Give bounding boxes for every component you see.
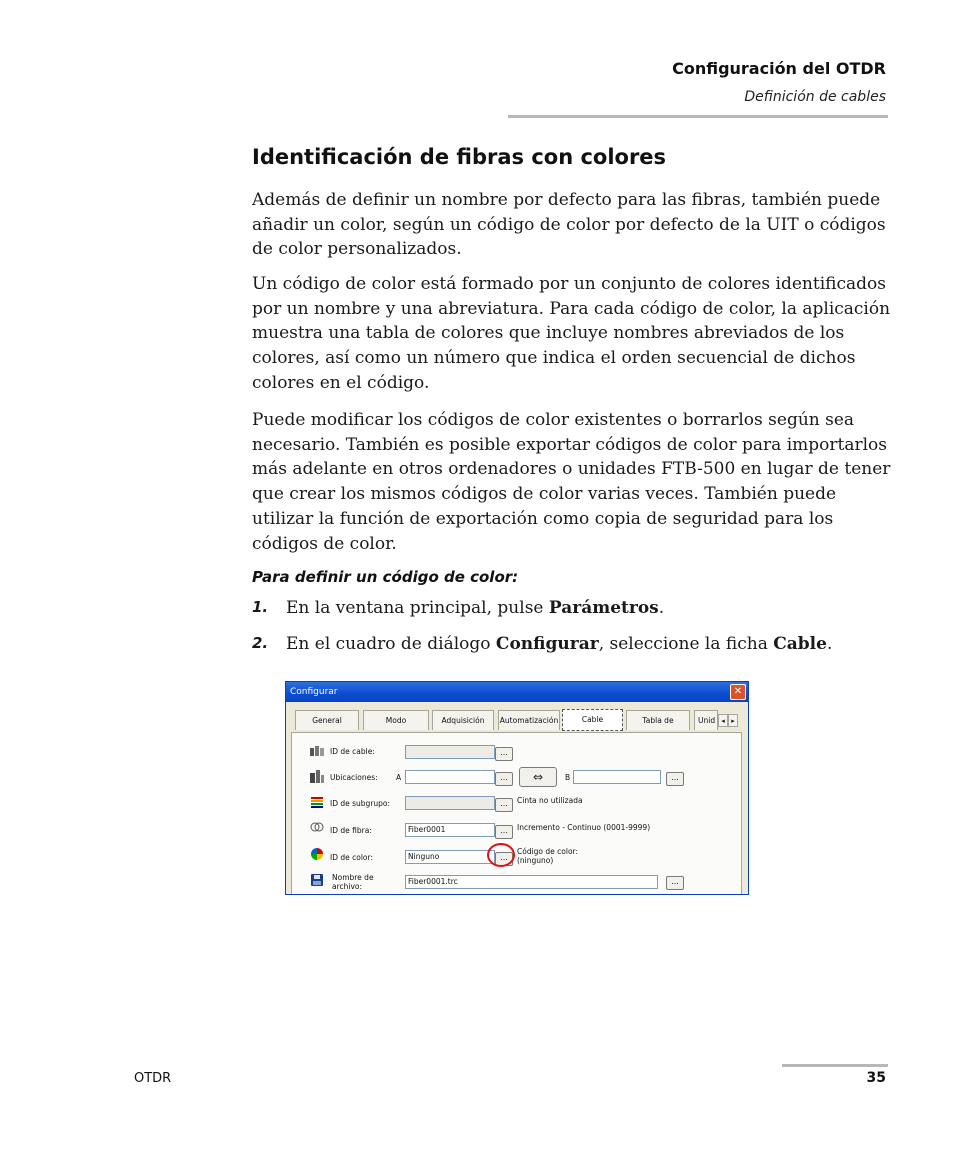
- color-wheel-icon: [309, 848, 325, 862]
- color-id-label: ID de color:: [330, 853, 373, 862]
- file-name-label-line1: Nombre de: [332, 873, 374, 882]
- tab-cable[interactable]: Cable: [562, 709, 623, 731]
- step-text: En la ventana principal, pulse Parámetros.: [286, 598, 665, 618]
- running-header-chapter: Configuración del OTDR: [672, 59, 886, 78]
- location-b-input[interactable]: [573, 770, 661, 784]
- cable-icon: [309, 745, 325, 759]
- subgroup-id-input[interactable]: [405, 796, 495, 810]
- step-number: 2.: [252, 634, 269, 652]
- location-a-browse-button[interactable]: ...: [495, 772, 513, 786]
- section-heading: Identificación de fibras con colores: [252, 145, 667, 169]
- configurar-dialog: [285, 681, 749, 895]
- tab-strip: [295, 710, 740, 732]
- color-id-input[interactable]: Ninguno: [405, 850, 495, 864]
- fiber-id-label: ID de fibra:: [330, 826, 372, 835]
- location-b-browse-button[interactable]: ...: [666, 772, 684, 786]
- tab-scroll-right-icon[interactable]: ▸: [728, 714, 738, 727]
- cable-panel: [291, 732, 742, 895]
- subgroup-id-browse-button[interactable]: ...: [495, 798, 513, 812]
- swap-locations-button[interactable]: [519, 767, 557, 787]
- paragraph-3: Puede modificar los códigos de color existentes o borrarlos según sea necesario. También es posible exportar códigos de color para importarlos más adelante en otros ordenadores o unidades FTB-500 en lugar de tener que crear los mismos códigos de color varias veces. También puede utilizar la función de exportación como copia de seguridad para los códigos de color.: [252, 410, 891, 554]
- cable-id-input[interactable]: [405, 745, 495, 759]
- footer-rule: [782, 1064, 888, 1067]
- save-disk-icon: [309, 874, 325, 888]
- page-number: 35: [866, 1070, 886, 1086]
- swap-arrows-icon: ⇔: [532, 770, 544, 784]
- location-a-label: A: [396, 773, 402, 782]
- dialog-title: Configurar: [290, 687, 338, 697]
- highlight-circle: [487, 843, 515, 867]
- buildings-icon: [309, 769, 325, 783]
- step-text: En el cuadro de diálogo Configurar, seleccione la ficha Cable.: [286, 634, 833, 654]
- running-header-section: Definición de cables: [744, 89, 886, 105]
- procedure-title: Para definir un código de color:: [252, 568, 519, 586]
- tab-modo[interactable]: Modo: [363, 710, 429, 730]
- fiber-id-input[interactable]: Fiber0001: [405, 823, 495, 837]
- tab-adquisicion[interactable]: Adquisición: [432, 710, 494, 730]
- locations-label: Ubicaciones:: [330, 773, 378, 782]
- color-code-value: (ninguno): [517, 856, 554, 865]
- tab-scroll-left-icon[interactable]: ◂: [718, 714, 728, 727]
- tab-unidades[interactable]: Unid: [694, 710, 718, 730]
- close-icon[interactable]: ✕: [730, 684, 746, 700]
- file-name-input[interactable]: Fiber0001.trc: [405, 875, 658, 889]
- subgroup-note: Cinta no utilizada: [517, 796, 583, 805]
- tab-tabla-de-eventos[interactable]: Tabla de: [626, 710, 690, 730]
- header-rule: [508, 115, 888, 118]
- file-name-browse-button[interactable]: ...: [666, 876, 684, 890]
- paragraph-1: Además de definir un nombre por defecto para las fibras, también puede añadir un color, según un código de color por defecto de la UIT o códigos de color personalizados.: [252, 190, 886, 260]
- ribbon-icon: [309, 796, 325, 810]
- location-a-input[interactable]: [405, 770, 495, 784]
- location-b-label: B: [565, 773, 571, 782]
- paragraph-2: Un código de color está formado por un conjunto de colores identificados por un nombre y una abreviatura. Para cada código de color, la aplicación muestra una tabla de colores que incluye nombres abreviados de los colores, así como un número que indica el orden secuencial de dichos colores en el código.: [252, 274, 891, 393]
- subgroup-id-label: ID de subgrupo:: [330, 799, 391, 808]
- tab-automatizacion[interactable]: Automatización: [498, 710, 560, 730]
- file-name-label-line2: archivo:: [332, 882, 363, 891]
- fiber-id-browse-button[interactable]: ...: [495, 825, 513, 839]
- cable-id-label: ID de cable:: [330, 747, 375, 756]
- color-code-note: Código de color:: [517, 847, 579, 856]
- color-code-browse-button[interactable]: ...: [495, 852, 513, 866]
- fiber-id-note: Incremento - Continuo (0001-9999): [517, 823, 651, 832]
- step-number: 1.: [252, 598, 269, 616]
- fiber-icon: [309, 821, 325, 835]
- footer-product: OTDR: [134, 1071, 172, 1086]
- tab-general[interactable]: General: [295, 710, 359, 730]
- cable-id-browse-button[interactable]: ...: [495, 747, 513, 761]
- dialog-titlebar: [286, 682, 748, 702]
